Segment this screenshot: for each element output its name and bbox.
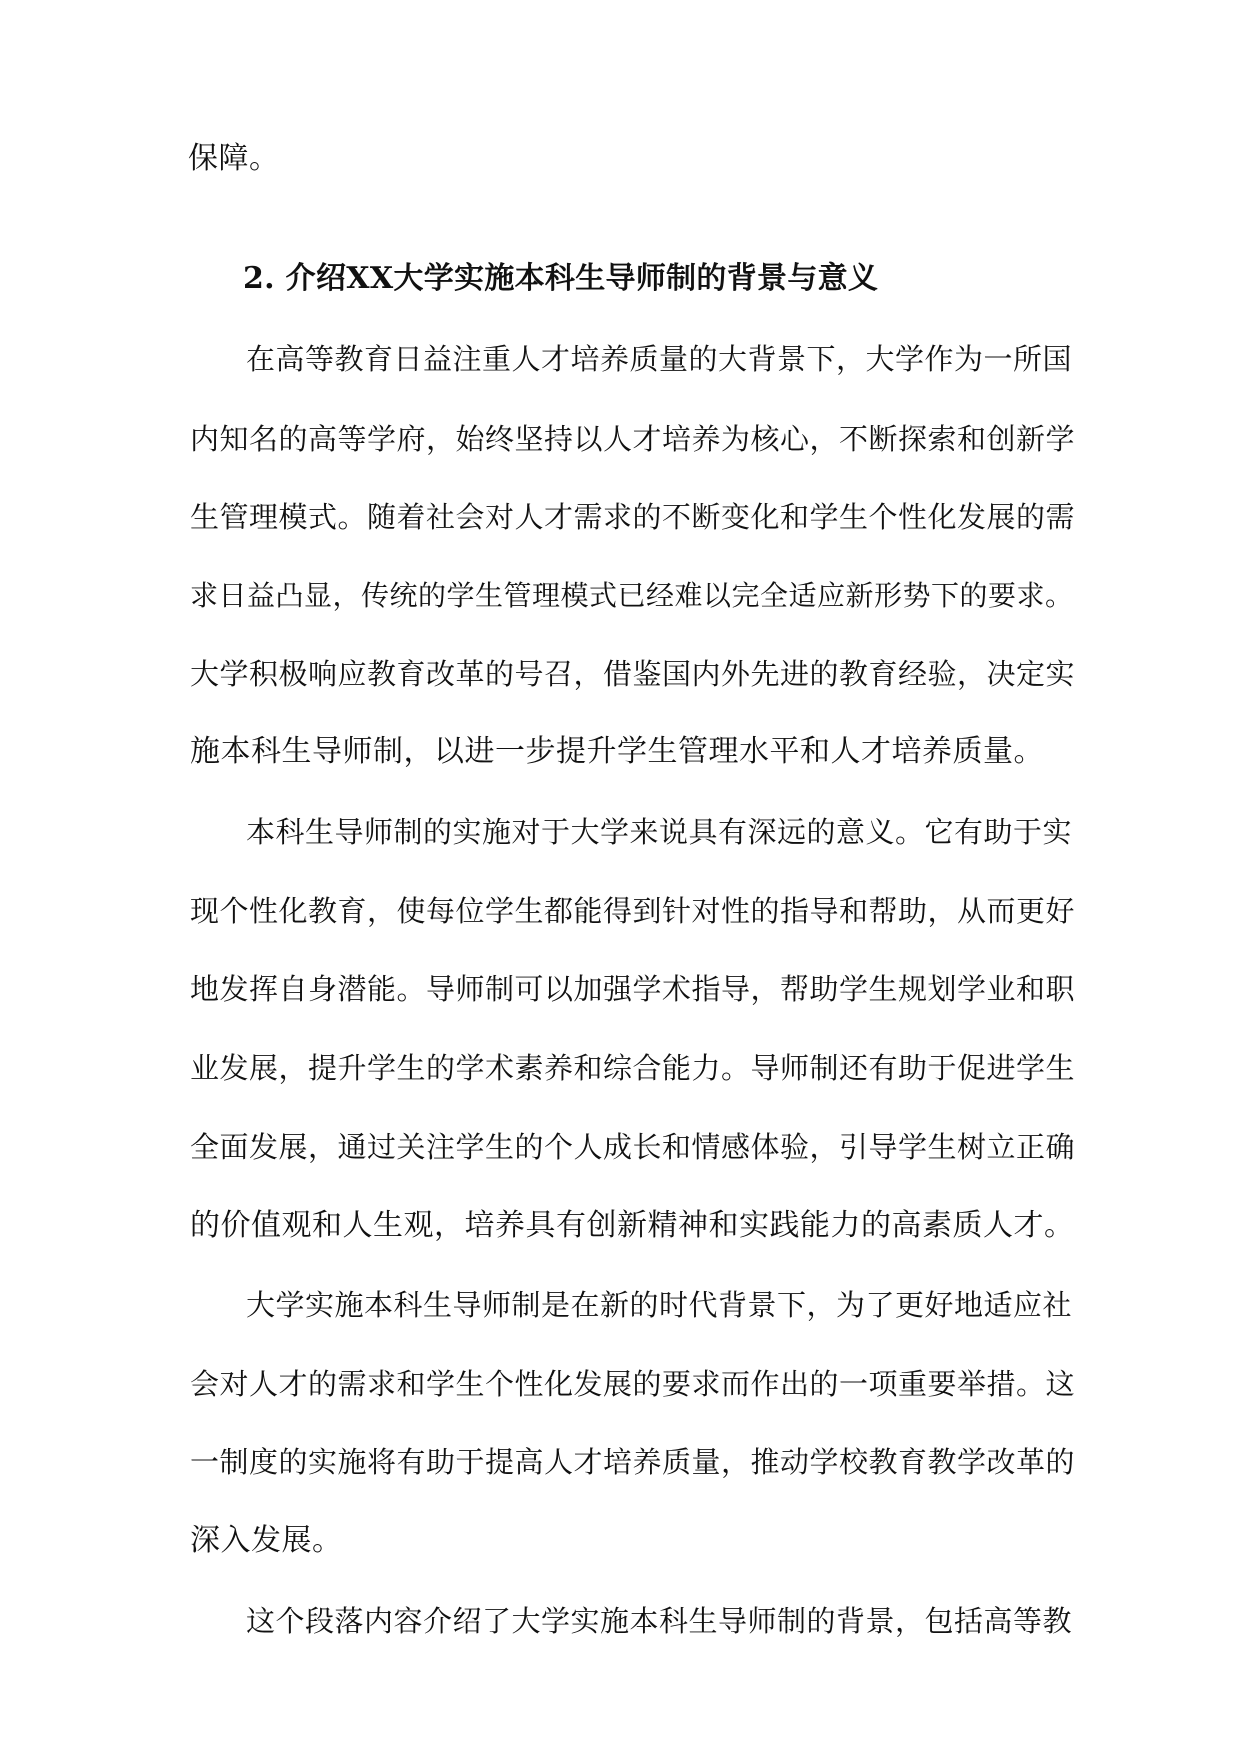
- paragraph-line: 求日益凸显，传统的学生管理模式已经难以完全适应新形势下的要求。: [190, 579, 1074, 612]
- section-heading: 2. 介绍XX大学实施本科生导师制的背景与意义: [243, 261, 879, 296]
- paragraph-line: 大学积极响应教育改革的号召，借鉴国内外先进的教育经验，决定实: [190, 657, 1076, 691]
- paragraph-line: 一制度的实施将有助于提高人才培养质量，推动学校教育教学改革的: [190, 1445, 1076, 1479]
- paragraph-line: 全面发展，通过关注学生的个人成长和情感体验，引导学生树立正确: [190, 1130, 1076, 1164]
- paragraph-line: 地发挥自身潜能。导师制可以加强学术指导，帮助学生规划学业和职: [190, 972, 1076, 1006]
- paragraph-line: 本科生导师制的实施对于大学来说具有深远的意义。它有助于实: [246, 815, 1073, 849]
- paragraph-line: 在高等教育日益注重人才培养质量的大背景下，大学作为一所国: [246, 342, 1073, 376]
- paragraph-line: 内知名的高等学府，始终坚持以人才培养为核心，不断探索和创新学: [190, 422, 1076, 456]
- paragraph-line: 业发展，提升学生的学术素养和综合能力。导师制还有助于促进学生: [190, 1051, 1076, 1085]
- paragraph-line: 的价值观和人生观，培养具有创新精神和实践能力的高素质人才。: [190, 1208, 1075, 1243]
- paragraph-line: 深入发展。: [190, 1523, 343, 1558]
- paragraph-line: 现个性化教育，使每位学生都能得到针对性的指导和帮助，从而更好: [190, 894, 1076, 928]
- paragraph-line: 会对人才的需求和学生个性化发展的要求而作出的一项重要举措。这: [190, 1367, 1076, 1401]
- continuation-text: 保障。: [188, 141, 280, 176]
- paragraph-line: 施本科生导师制，以进一步提升学生管理水平和人才培养质量。: [190, 734, 1044, 769]
- paragraph-line: 生管理模式。随着社会对人才需求的不断变化和学生个性化发展的需: [190, 500, 1076, 534]
- paragraph-line: 这个段落内容介绍了大学实施本科生导师制的背景，包括高等教: [246, 1604, 1073, 1638]
- paragraph-line: 大学实施本科生导师制是在新的时代背景下，为了更好地适应社: [246, 1288, 1073, 1322]
